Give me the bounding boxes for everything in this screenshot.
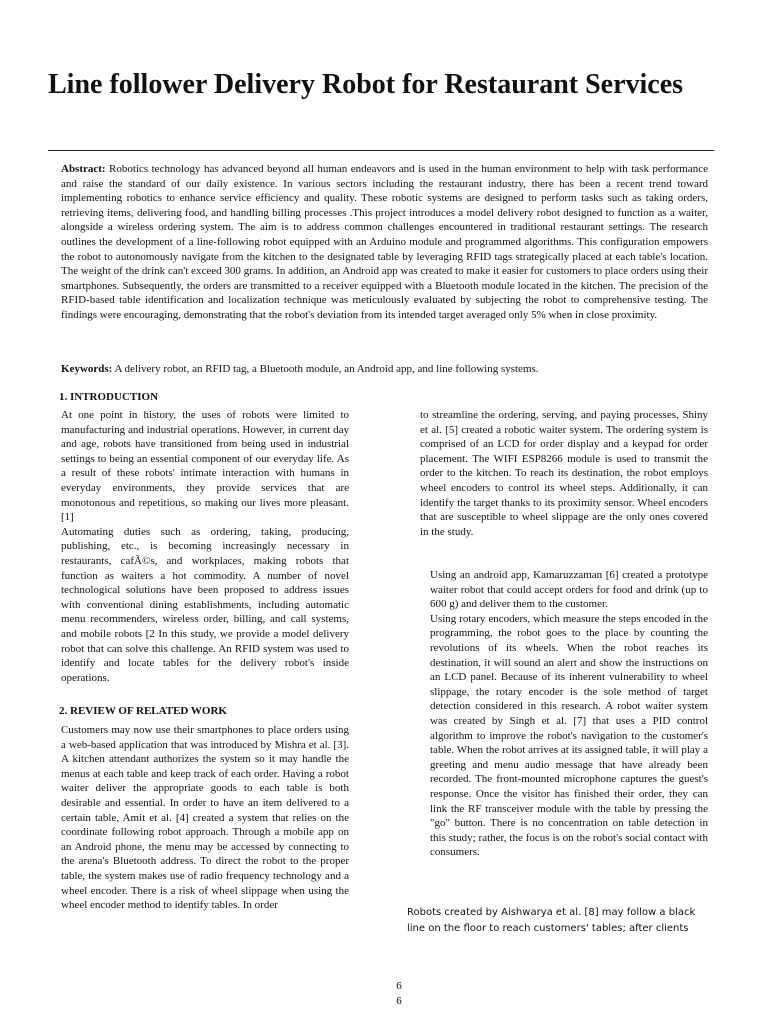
left-column-intro bbox=[61, 408, 349, 685]
keywords-text: A delivery robot, an RFID tag, a Bluetooth module, an Android app, and line following systems. bbox=[112, 363, 539, 375]
right-paragraph-1-text: to streamline the ordering, serving, and paying processes, Shiny et al. [5] created a robotic waiter system. The ordering system is comprised of an LCD for order display and a keypad for order placement. The WIFI ESP8266 module is used to transmit the order to the kitchen. To reach its destination, the robot employs wheel encoders to control its wheel steps. Additionally, it can identify the target thanks to its proximity sensor. Wheel encoders that are susceptible to wheel slippage are the only ones covered in the study. bbox=[420, 409, 708, 538]
keywords-block bbox=[61, 362, 708, 377]
abstract-block bbox=[61, 162, 708, 323]
right-column-paragraphs-2-3 bbox=[430, 568, 708, 860]
related-paragraph-1: Customers may now use their smartphones to place orders using a web-based application that was introduced by Mishra et al. [3]. A kitchen attendant authorizes the system so it may handle the menus at each table and keep track of each order. Having a robot waiter deliver the appropriate goods to each table is both desirable and essential. In order to have an item delivered to a certain table, Amit et al. [4] created a system that relies on the coordinate following robot approach. Through a mobile app on an Android phone, the menu may be accessed by connecting to the arena's Bluetooth address. To direct the robot to the proper table, the system makes use of radio frequency technology and a wheel encoder. There is a risk of wheel slippage when using the wheel encoder method to identify tables. In order bbox=[61, 724, 349, 912]
right-column-paragraph-1 bbox=[420, 408, 708, 539]
intro-paragraph-1: At one point in history, the uses of robots were limited to manufacturing and industrial operations. However, in current day and age, robots have transitioned from being used in industrial settings to being an essential component of our everyday life. As a result of these robots' intimate interaction with humans in everyday environments, they provide services that are monotonous and repetitious, so making our lives more pleasant.[1] bbox=[61, 409, 349, 524]
page-number: 6 bbox=[396, 980, 402, 992]
left-column-related bbox=[61, 723, 349, 913]
page-number-duplicate: 6 bbox=[396, 995, 402, 1007]
section-heading-related-work: 2. REVIEW OF RELATED WORK bbox=[59, 705, 227, 717]
abstract-text: Robotics technology has advanced beyond all human endeavors and is used in the human environment to help with task performance and raise the standard of our daily existence. In various sectors including the restaurant industry, there has been a recent trend toward implementing robotics to enhance service efficiency and quality. These robotic systems are designed to perform tasks such as taking orders, retrieving items, delivering food, and handling billing processes .This project introduces a model delivery robot designed to function as a waiter, alongside a wireless ordering system. The aim is to address common challenges encountered in traditional restaurant settings. The research outlines the development of a line-following robot equipped with an Arduino module and programmed algorithms. This configuration empowers the robot to autonomously navigate from the kitchen to the designated table by leveraging RFID tags strategically placed at each table's location. The weight of the drink can't exceed 300 grams. In addition, an Android app was created to make it easier for customers to place orders using their smartphones. Subsequently, the orders are transmitted to a receiver equipped with a Bluetooth module located in the kitchen. The precision of the RFID-based table identification and localization technique was meticulously evaluated by subjecting the robot to comprehensive testing. The findings were encouraging, demonstrating that the robot's deviation from its intended target averaged only 5% when in close proximity. bbox=[61, 163, 708, 321]
abstract-label: Abstract: bbox=[61, 163, 106, 175]
right-paragraph-4: Robots created by Aishwarya et al. [8] may follow a black line on the floor to reach customers' tables; after clients bbox=[407, 907, 696, 934]
intro-paragraph-2: Automating duties such as ordering, taking, producing, publishing, etc., is becoming increasingly necessary in restaurants, cafÃ©s, and workplaces, making robots that function as waiters a hot commodity. A number of novel technological solutions have been proposed to address issues with conventional dining establishments, including automatic menu recommenders, wireless order, billing, and call systems, and mobile robots [2 In this study, we provide a model delivery robot that can solve this challenge. An RFID system was used to identify and locate tables for the delivery robot's inside operations. bbox=[61, 525, 349, 684]
paper-title: Line follower Delivery Robot for Restaurant Services bbox=[48, 69, 684, 100]
right-paragraph-2: Using an android app, Kamaruzzaman [6] created a prototype waiter robot that could accept orders for food and drink (up to 600 g) and deliver them to the customer. bbox=[430, 569, 708, 611]
section-heading-introduction: 1. INTRODUCTION bbox=[59, 391, 159, 403]
keywords-label: Keywords: bbox=[61, 363, 113, 375]
right-paragraph-3: Using rotary encoders, which measure the steps encoded in the programming, the robot goes to the place by counting the revolutions of its wheels. When the robot reaches its destination, it will sound an alert and show the instructions on an LCD panel. Because of its inherent vulnerability to wheel slippage, the rotary encoder is the sole method of target detection considered in this research. A robot waiter system was created by Singh et al. [7] that uses a PID control algorithm to improve the robot's navigation to the customer's table. When the robot arrives at its assigned table, it will play a greeting and menu audio message that have already been recorded. The front-mounted microphone captures the guest's response. Once the visitor has finished their order, they can link the RF transceiver module with the table by pressing the "go" button. There is no concentration on table detection in this study; rather, the focus is on the robot's social contact with consumers. bbox=[430, 612, 708, 859]
title-divider bbox=[48, 150, 714, 151]
